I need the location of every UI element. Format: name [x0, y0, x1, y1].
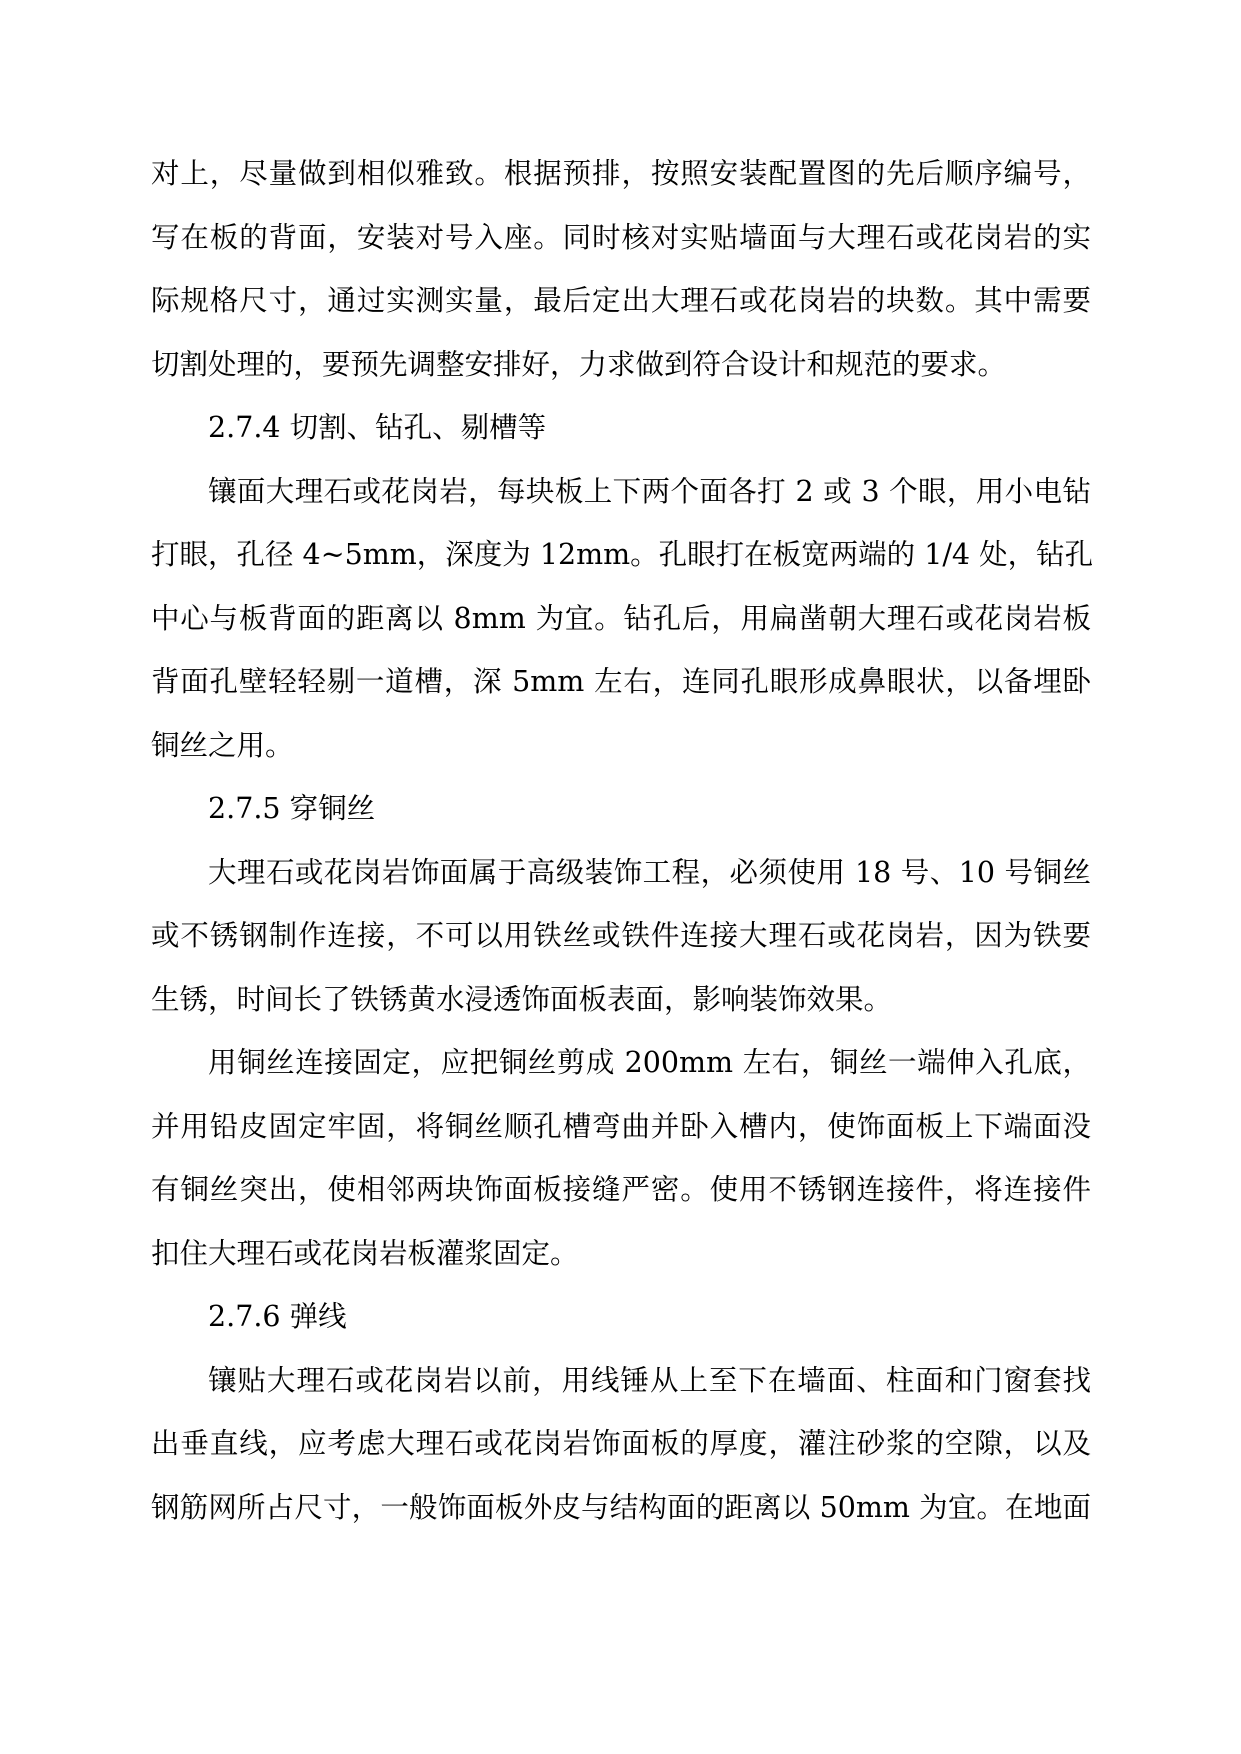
paragraph-line: 镶贴大理石或花岗岩以前，用线锤从上至下在墙面、柱面和门窗套找	[208, 1363, 1091, 1397]
paragraph-line: 际规格尺寸，通过实测实量，最后定出大理石或花岗岩的块数。其中需要	[151, 284, 1091, 317]
paragraph-line: 大理石或花岗岩饰面属于高级装饰工程，必须使用 18 号、10 号铜丝	[208, 855, 1091, 889]
section-heading-2-7-5: 2.7.5 穿铜丝	[208, 792, 376, 825]
paragraph-line: 钢筋网所占尺寸，一般饰面板外皮与结构面的距离以 50mm 为宜。在地面	[151, 1490, 1091, 1524]
paragraph-line: 背面孔壁轻轻剔一道槽，深 5mm 左右，连同孔眼形成鼻眼状，以备埋卧	[151, 665, 1091, 698]
paragraph-line: 铜丝之用。	[151, 728, 294, 762]
section-heading-2-7-6: 2.7.6 弹线	[208, 1300, 347, 1333]
paragraph-line: 切割处理的，要预先调整安排好，力求做到符合设计和规范的要求。	[151, 347, 1007, 381]
paragraph-line: 镶面大理石或花岗岩，每块板上下两个面各打 2 或 3 个眼，用小电钻	[208, 474, 1091, 508]
paragraph-line: 中心与板背面的距离以 8mm 为宜。钻孔后，用扁凿朝大理石或花岗岩板	[151, 601, 1091, 635]
paragraph-line: 生锈，时间长了铁锈黄水浸透饰面板表面，影响装饰效果。	[151, 982, 893, 1016]
paragraph-line: 写在板的背面，安装对号入座。同时核对实贴墙面与大理石或花岗岩的实	[151, 220, 1091, 254]
paragraph-line: 有铜丝突出，使相邻两块饰面板接缝严密。使用不锈钢连接件，将连接件	[151, 1173, 1091, 1206]
paragraph-line: 或不锈钢制作连接，不可以用铁丝或铁件连接大理石或花岗岩，因为铁要	[151, 919, 1091, 952]
paragraph-line: 扣住大理石或花岗岩板灌浆固定。	[151, 1236, 579, 1270]
paragraph-line: 用铜丝连接固定，应把铜丝剪成 200mm 左右，铜丝一端伸入孔底，	[208, 1046, 1091, 1079]
paragraph-line: 对上，尽量做到相似雅致。根据预排，按照安装配置图的先后顺序编号，	[151, 157, 1091, 190]
section-heading-2-7-4: 2.7.4 切割、钻孔、剔槽等	[208, 411, 547, 444]
paragraph-line: 打眼，孔径 4~5mm，深度为 12mm。孔眼打在板宽两端的 1/4 处，钻孔	[151, 538, 1094, 571]
document-page	[151, 157, 1094, 1554]
paragraph-line: 并用铅皮固定牢固，将铜丝顺孔槽弯曲并卧入槽内，使饰面板上下端面没	[151, 1109, 1091, 1143]
paragraph-line: 出垂直线，应考虑大理石或花岗岩饰面板的厚度，灌注砂浆的空隙，以及	[151, 1427, 1091, 1460]
